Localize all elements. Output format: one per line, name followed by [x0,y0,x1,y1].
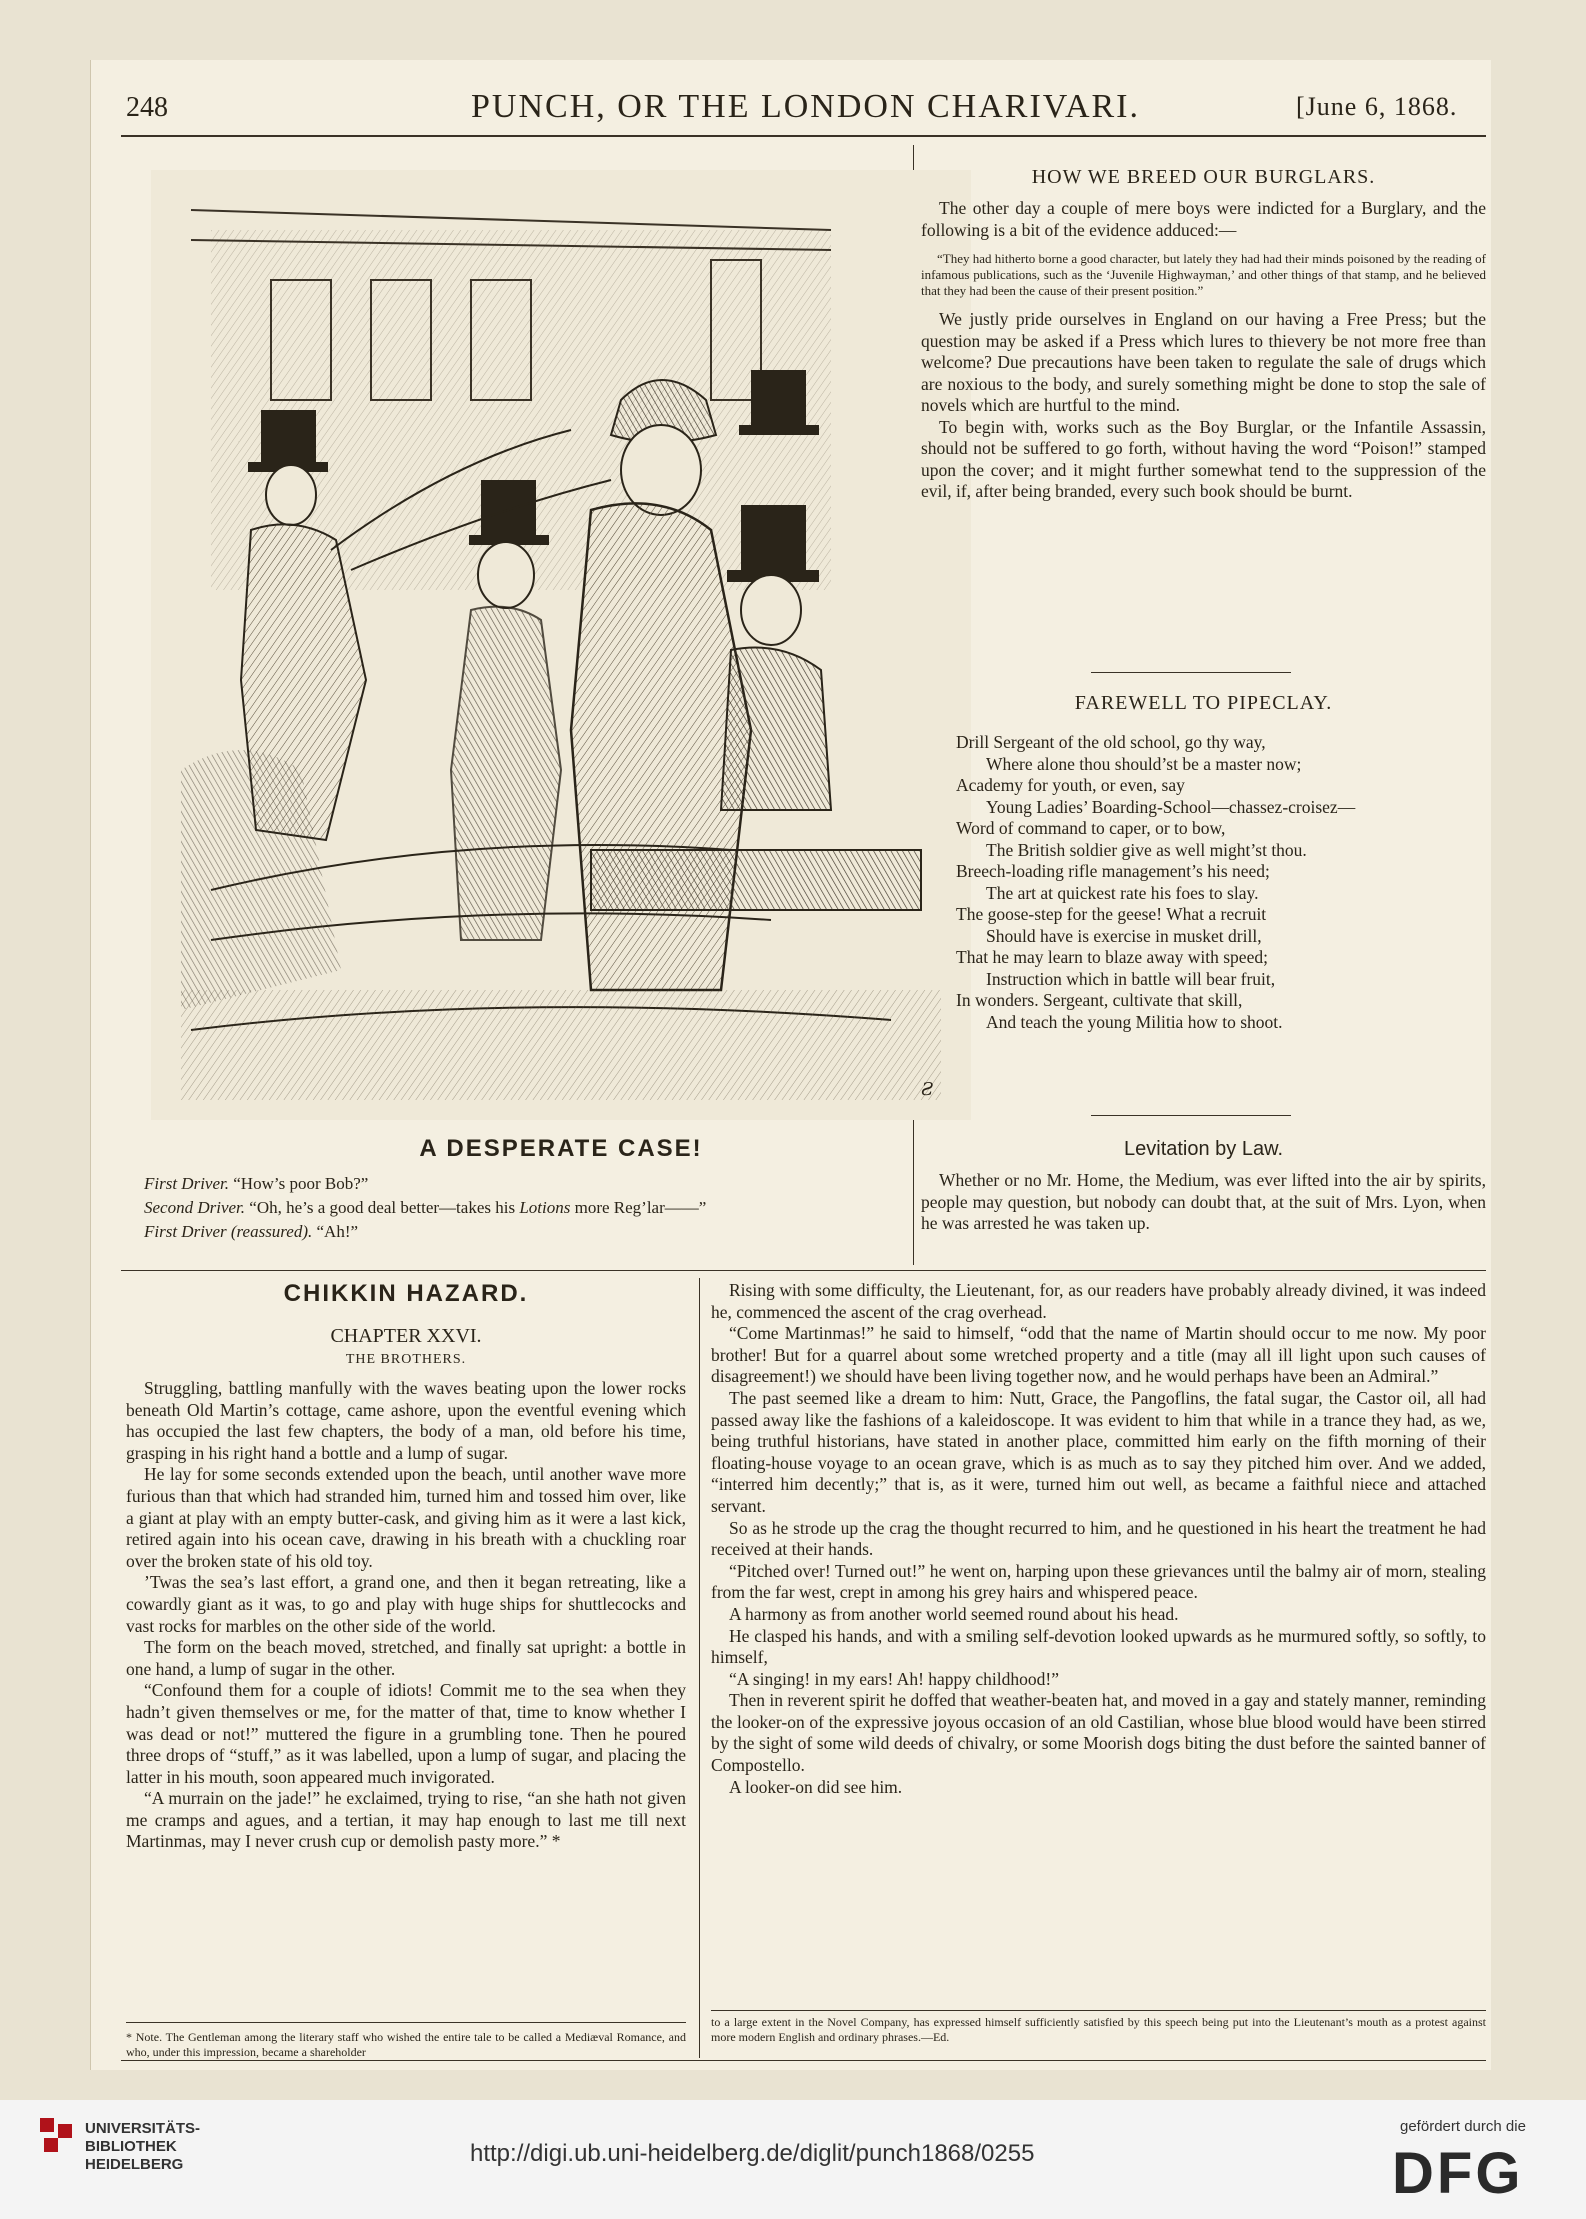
story-paragraph: ’Twas the sea’s last effort, a grand one, and then it began retreating, like a cowardly giant as it was, to go and play with huge ships for shuttlecocks and vast rocks for marbles on the other side of the world. [126,1572,686,1636]
story-paragraph: So as he strode up the crag the thought recurred to him, and he questioned in his heart the treatment he had received at their hands. [711,1517,1486,1560]
poem-line: Breech-loading rifle management’s his need; [956,861,1270,881]
header-rule [121,135,1486,137]
poem-line: Instruction which in battle will bear fruit, [986,968,1276,989]
story-paragraph: Then in reverent spirit he doffed that weather-beaten hat, and moved in a gay and stately manner, reminding the looker-on of the expressive joyous occasion of an old Castilian, whose blue blood would have been stirred by the sight of some wild deeds of chivalry, or some Moorish dogs biting the dust before the sainted banner of Compostello. [711,1690,1486,1776]
chapter-heading: CHAPTER XXVI. [330,1325,482,1347]
poem-line: That he may learn to blaze away with speed; [956,947,1268,967]
burglars-article [921,198,1486,503]
dialogue-line-3: “Ah!” [316,1222,359,1241]
library-name: UNIVERSITÄTS- BIBLIOTHEK HEIDELBERG [85,2120,201,2173]
story-paragraph: Rising with some difficulty, the Lieutenant, for, as our readers have probably already divined, it was indeed he, commenced the ascent of the crag overhead. [711,1280,1486,1322]
poem-line: The art at quickest rate his foes to slay. [986,882,1259,903]
burglars-intro: The other day a couple of mere boys were indicted for a Burglary, and the following is a bit of the evidence adduced:— [921,198,1486,240]
short-rule-2 [1091,1115,1291,1116]
story-paragraph: “Come Martinmas!” he said to himself, “odd that the name of Martin should occur to me now. My poor brother! But for a quarrel about some wretched property and a title (may all ill light upon such causes of disagreement!) we should have been living together now, and he would perhaps have been an Admiral.” [711,1323,1486,1387]
chikkin-title: CHIKKIN HAZARD. [283,1280,529,1307]
poem-line: Should have is exercise in musket drill, [986,925,1262,946]
masthead-title: PUNCH, OR THE LONDON CHARIVARI. [471,88,1141,125]
chikkin-left-column [126,1378,686,1853]
levitation-text: Whether or no Mr. Home, the Medium, was ever lifted into the air by spirits, people may question, but nobody can doubt that, at the suit of Mrs. Lyon, when he was arrested he was taken up. [921,1170,1486,1233]
poem-line: The goose-step for the geese! What a recruit [956,904,1267,924]
digitization-footer [0,2100,1586,2219]
speaker-second-driver: Second Driver. [144,1198,246,1217]
footnote-left: * Note. The Gentleman among the literary staff who wished the entire tale to be called a Mediæval Romance, and who, under this impression, became a shareholder [126,2030,686,2059]
story-paragraph: The form on the beach moved, stretched, and finally sat upright: a bottle in one hand, a lump of sugar in the other. [126,1637,686,1679]
levitation-article [921,1170,1486,1235]
issue-date: [June 6, 1868. [1296,92,1458,121]
story-paragraph: He lay for some seconds extended upon the beach, until another wave more furious than that which had stranded him, turned him and tossed him over, like a giant at play with an empty butter-cask, and giving him as it were a last kick, retired again into his ocean cave, drawing in his breath with a chuckling roar over the broken state of his old toy. [126,1464,686,1571]
dialogue-line-1: “How’s poor Bob?” [233,1174,369,1193]
story-paragraph: A looker-on did see him. [729,1776,903,1797]
page-bottom-rule [121,2060,1486,2061]
footnote-rule-right [711,2010,1486,2011]
story-paragraph: A harmony as from another world seemed round about his head. [729,1603,1179,1624]
story-paragraph: “Confound them for a couple of idiots! Commit me to the sea when they hadn’t given themselves or me, for the matter of that, time to know whether I was dead or not!” muttered the figure in a grumbling tone. Then he poured three drops of “stuff,” as it was labelled, upon a lump of sugar, and placing the latter in his mouth, soon appeared much invigorated. [126,1680,686,1787]
cartoon-illustration [151,170,971,1120]
newspaper-page [90,60,1491,2070]
poem-line: Drill Sergeant of the old school, go thy way, [956,732,1266,752]
source-url-link[interactable]: http://digi.ub.uni-heidelberg.de/diglit/punch1868/0255 [470,2140,1035,2167]
funded-by-label: gefördert durch die [1400,2118,1526,2135]
chapter-subtitle: THE BROTHERS. [345,1352,467,1367]
story-paragraph: “A singing! in my ears! Ah! happy childhood!” [729,1668,1060,1689]
footnote-rule [126,2022,686,2023]
section-rule [121,1270,1486,1271]
cab-drivers-engraving [151,170,971,1120]
dialogue-line-2-italic: Lotions [519,1198,571,1217]
story-paragraph: “A murrain on the jade!” he exclaimed, trying to rise, “an she hath not given me cramps and agues, and a tertian, it may hap enough to last me till next Martinmas, may I never crush cup or demolish pasty more.” * [126,1788,686,1852]
poem-line: And teach the young Militia how to shoot. [986,1011,1283,1032]
story-paragraph: The past seemed like a dream to him: Nutt, Grace, the Pangoflins, the fatal sugar, the Castor oil, all had passed away like the fashions of a kaleidoscope. It was evident to him that while in a trance they had, as we, being truthful historians, have stated in another place, committed him early on the fifth morning of their floating-house voyage to an ocean grave, which is as much as to say they pitched him over. And we added, “interred him decently;” that is, as it were, turned him out well, as became a faithful niece and attached servant. [711,1387,1486,1516]
speaker-first-driver-reassured: First Driver (reassured). [144,1222,313,1241]
burglars-para-1: We justly pride ourselves in England on our having a Free Press; but the question may be asked if a Press which lures to thievery be not more free than welcome? Due precautions have been taken to regulate the sale of drugs which are noxious to the body, and surely something might be done to stop the sale of novels which are hurtful to the mind. [921,309,1486,415]
dfg-logo: DFG [1392,2141,1524,2206]
poem-line: Academy for youth, or even, say [956,775,1185,795]
column-divider-bottom [699,1278,700,2058]
cartoon-title: A DESPERATE CASE! [419,1135,703,1162]
footnote-right: to a large extent in the Novel Company, has expressed himself sufficiently satisfied by this speech being put into the Lieutenant’s mouth as a protest against more modern English and ordinary phrases.—Ed. [711,2015,1486,2044]
story-paragraph: Struggling, battling manfully with the waves beating upon the lower rocks beneath Old Martin’s cottage, came ashore, upon the eventful evening which has occupied the last few chapters, the body of a man, old before his time, grasping in his right hand a bottle and a lump of sugar. [126,1378,686,1463]
poem-line: Word of command to caper, or to bow, [956,818,1226,838]
burglars-para-2: To begin with, works such as the Boy Burglar, or the Infantile Assassin, should not be suffered to go forth, without having the word “Poison!” stamped upon the cover; and it might further somewhat tend to the suppression of the evil, if, after being branded, every such book should be burnt. [921,416,1486,501]
poem-line: In wonders. Sergeant, cultivate that skill, [956,990,1243,1010]
short-rule-1 [1091,672,1291,673]
poem-line: Where alone thou should’st be a master now; [986,753,1302,774]
burglars-title: HOW WE BREED OUR BURGLARS. [1031,166,1376,188]
pipeclay-poem [956,732,1476,1033]
poem-line: Young Ladies’ Boarding-School—chassez-croisez— [986,796,1356,817]
svg-text:Ƨ: Ƨ [921,1079,934,1100]
chikkin-right-column [711,1280,1486,1798]
dialogue-line-2-tail: more Reg’lar——” [574,1198,707,1217]
story-paragraph: “Pitched over! Turned out!” he went on, harping upon these grievances until the balmy air of morn, stealing from the far west, crept in among his grey hairs and whispered peace. [711,1560,1486,1603]
university-library-logo-icon [40,2118,76,2158]
dialogue-line-2: “Oh, he’s a good deal better—takes his [249,1198,516,1217]
poem-line: The British soldier give as well might’st thou. [986,839,1307,860]
story-paragraph: He clasped his hands, and with a smiling self-devotion looked upwards as he murmured softly, so softly, to himself, [711,1625,1486,1668]
pipeclay-title: FAREWELL TO PIPECLAY. [1074,692,1333,714]
page-number: 248 [126,92,168,123]
levitation-title: Levitation by Law. [1124,1138,1283,1160]
burglars-quote: “They had hitherto borne a good character, but lately they had had their minds poisoned by the reading of infamous publications, such as the ‘Juvenile Highwayman,’ and other things of that stamp, and he believed that they had been the cause of their present position.” [921,251,1486,298]
cartoon-dialogue [126,1172,976,1244]
speaker-first-driver: First Driver. [144,1174,229,1193]
